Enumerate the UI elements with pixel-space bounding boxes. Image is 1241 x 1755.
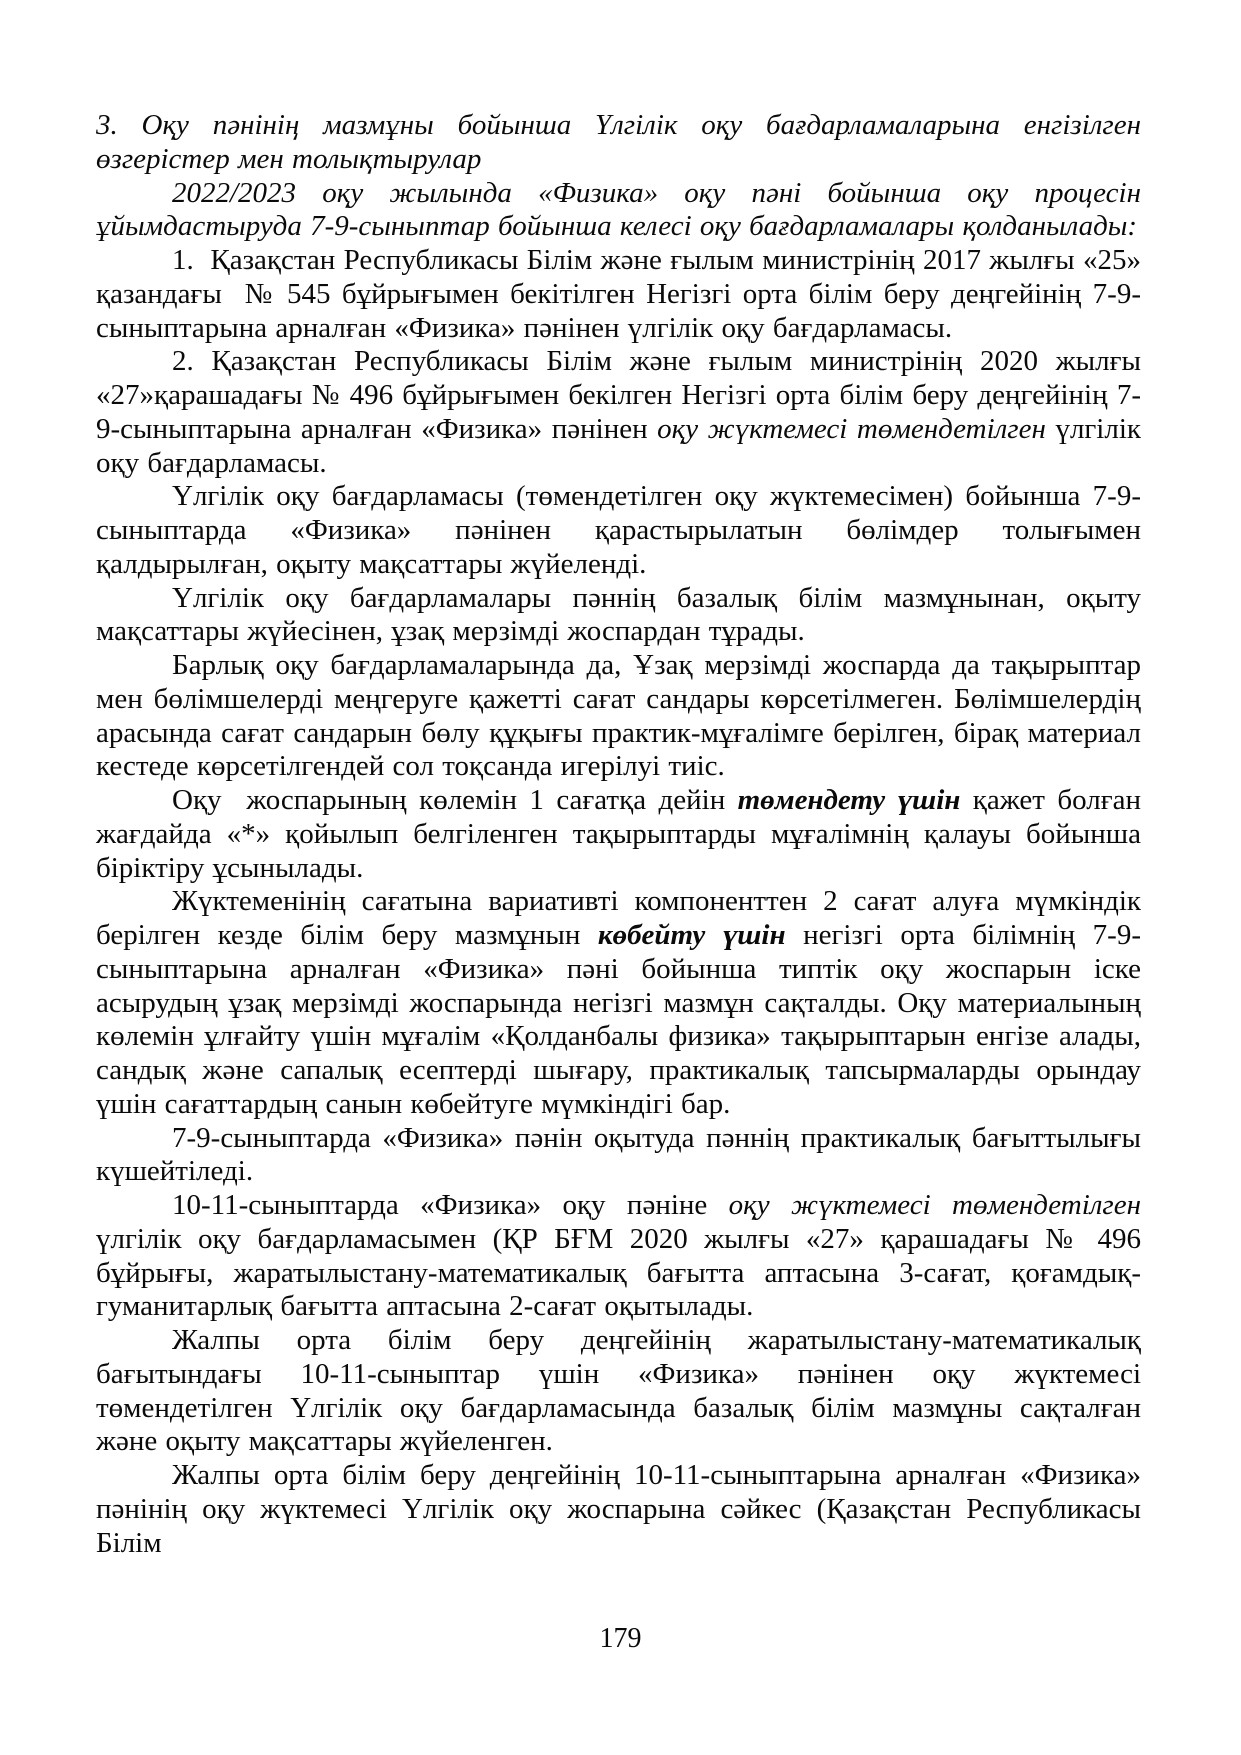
paragraph — [96, 885, 1141, 1121]
text-run: Үлгілік оқу бағдарламалары пәннің базалық білім мазмұнынан, оқыту мақсаттары жүйесінен, ұзақ мерзімді жоспардан тұрады. — [96, 581, 1141, 648]
paragraph — [96, 582, 1141, 650]
text-run: Жүктеменінің сағатына вариативті компоненттен 2 сағат алуға мүмкіндік берілген кезде білім беру мазмұнын — [96, 885, 1141, 951]
text-run: 1. Қазақстан Республикасы Білім және ғылым министрінің 2017 жылғы «25» қазандағы № 545 бұйрығымен бекітілген Негізгі орта білім беру деңгейінің 7-9-сыныптарына арналған «Физика» пәнінен үлгілік оқу бағдарламасы. — [96, 244, 1141, 344]
paragraph — [96, 1324, 1141, 1459]
text-run: Барлық оқу бағдарламаларында да, Ұзақ мерзімді жоспарда да тақырыптар мен бөлімшелерді меңгеруге қажетті сағат сандары көрсетілмеген. Бөлімшелердің арасында сағат сандарын бөлу құқығы практик-мұғалімге берілген, бірақ материал кестеде көрсетілгендей сол тоқсанда игерілуі тиіс. — [96, 649, 1141, 783]
text-run: 3. Оқу пәнінің мазмұны бойынша Үлгілік оқу бағдарламаларына енгізілген өзгерістер мен толықтырулар — [96, 109, 1141, 175]
paragraph — [96, 1189, 1141, 1324]
section-heading — [96, 109, 1141, 177]
text-run: үлгілік оқу бағдарламасымен (ҚР БҒМ 2020 жылғы «27» қарашадағы № 496 бұйрығы, жаратылыстану-математикалық бағытта аптасына 3-сағат, қоғамдық-гуманитарлық бағытта аптасына 2-сағат оқытылады. — [96, 1222, 1141, 1323]
text-run: үлгілік оқу бағдарламасы. — [96, 412, 1141, 479]
text-run: көбейту үшін — [597, 919, 786, 951]
text-run: оқу жүктемесі төмендетілген — [657, 412, 1046, 445]
paragraph — [96, 480, 1141, 581]
page-number: 179 — [599, 1623, 642, 1654]
text-run: Үлгілік оқу бағдарламасы (төмендетілген оқу жүктемесімен) бойынша 7-9-сыныптарда «Физика» пәнінен қарастырылатын бөлімдер толығымен қалдырылған, оқыту мақсаттары жүйеленді. — [96, 480, 1141, 580]
text-run: Оқу жоспарының көлемін 1 сағатқа дейін — [172, 784, 738, 816]
text-run: 7-9-сыныптарда «Физика» пәнін оқытуда пәннің практикалық бағыттылығы күшейтіледі. — [96, 1121, 1141, 1188]
text-run: 2022/2023 оқу жылында «Физика» оқу пәні бойынша оқу процесін ұйымдастыруда 7-9-сыныптар бойынша келесі оқу бағдарламалары қолданылады: — [96, 176, 1141, 243]
page-footer — [0, 1622, 1241, 1656]
list-item-2 — [96, 345, 1141, 480]
text-run: Жалпы орта білім беру деңгейінің 10-11-сыныптарына арналған «Физика» пәнінің оқу жүктемесі Үлгілік оқу жоспарына сәйкес (Қазақстан Республикасы Білім — [96, 1459, 1141, 1559]
text-run: оқу жүктемесі төмендетілген — [728, 1189, 1141, 1221]
paragraph — [96, 1122, 1141, 1190]
list-item-1 — [96, 244, 1141, 345]
text-run: Жалпы орта білім беру деңгейінің жаратылыстану-математикалық бағытындағы 10-11-сыныптар үшін «Физика» пәнінен оқу жүктемесі төмендетілген Үлгілік оқу бағдарламасында базалық білім мазмұны сақталған және оқыту мақсаттары жүйеленген. — [96, 1324, 1141, 1458]
text-run: негізгі орта білімнің 7-9-сыныптарына арналған «Физика» пәні бойынша типтік оқу жоспарын іске асырудың ұзақ мерзімді жоспарында негізгі мазмұн сақталды. Оқу материалының көлемін ұлғайту үшін мұғалім «Қолданбалы физика» тақырыптарын енгізе алады, сандық және сапалық есептерді шығару, практикалық тапсырмаларды орындау үшін сағаттардың санын көбейтуге мүмкіндігі бар. — [96, 919, 1141, 1120]
text-run: 2. Қазақстан Республикасы Білім және ғылым министрінің 2020 жылғы «27»қарашадағы № 496 бұйрығымен бекілген Негізгі орта білім беру деңгейінің 7-9-сыныптарына арналған «Физика» пәнінен — [96, 345, 1141, 445]
text-run: 10-11-сыныптарда «Физика» оқу пәніне — [172, 1189, 729, 1221]
document-body — [96, 109, 1141, 1560]
paragraph — [96, 1459, 1141, 1560]
paragraph — [96, 649, 1141, 784]
text-run: қажет болған жағдайда «*» қойылып белгіленген тақырыптарды мұғалімнің қалауы бойынша біріктіру ұсынылады. — [96, 784, 1141, 884]
intro-paragraph — [96, 177, 1141, 245]
paragraph — [96, 784, 1141, 885]
text-run: төмендету үшін — [737, 784, 961, 816]
